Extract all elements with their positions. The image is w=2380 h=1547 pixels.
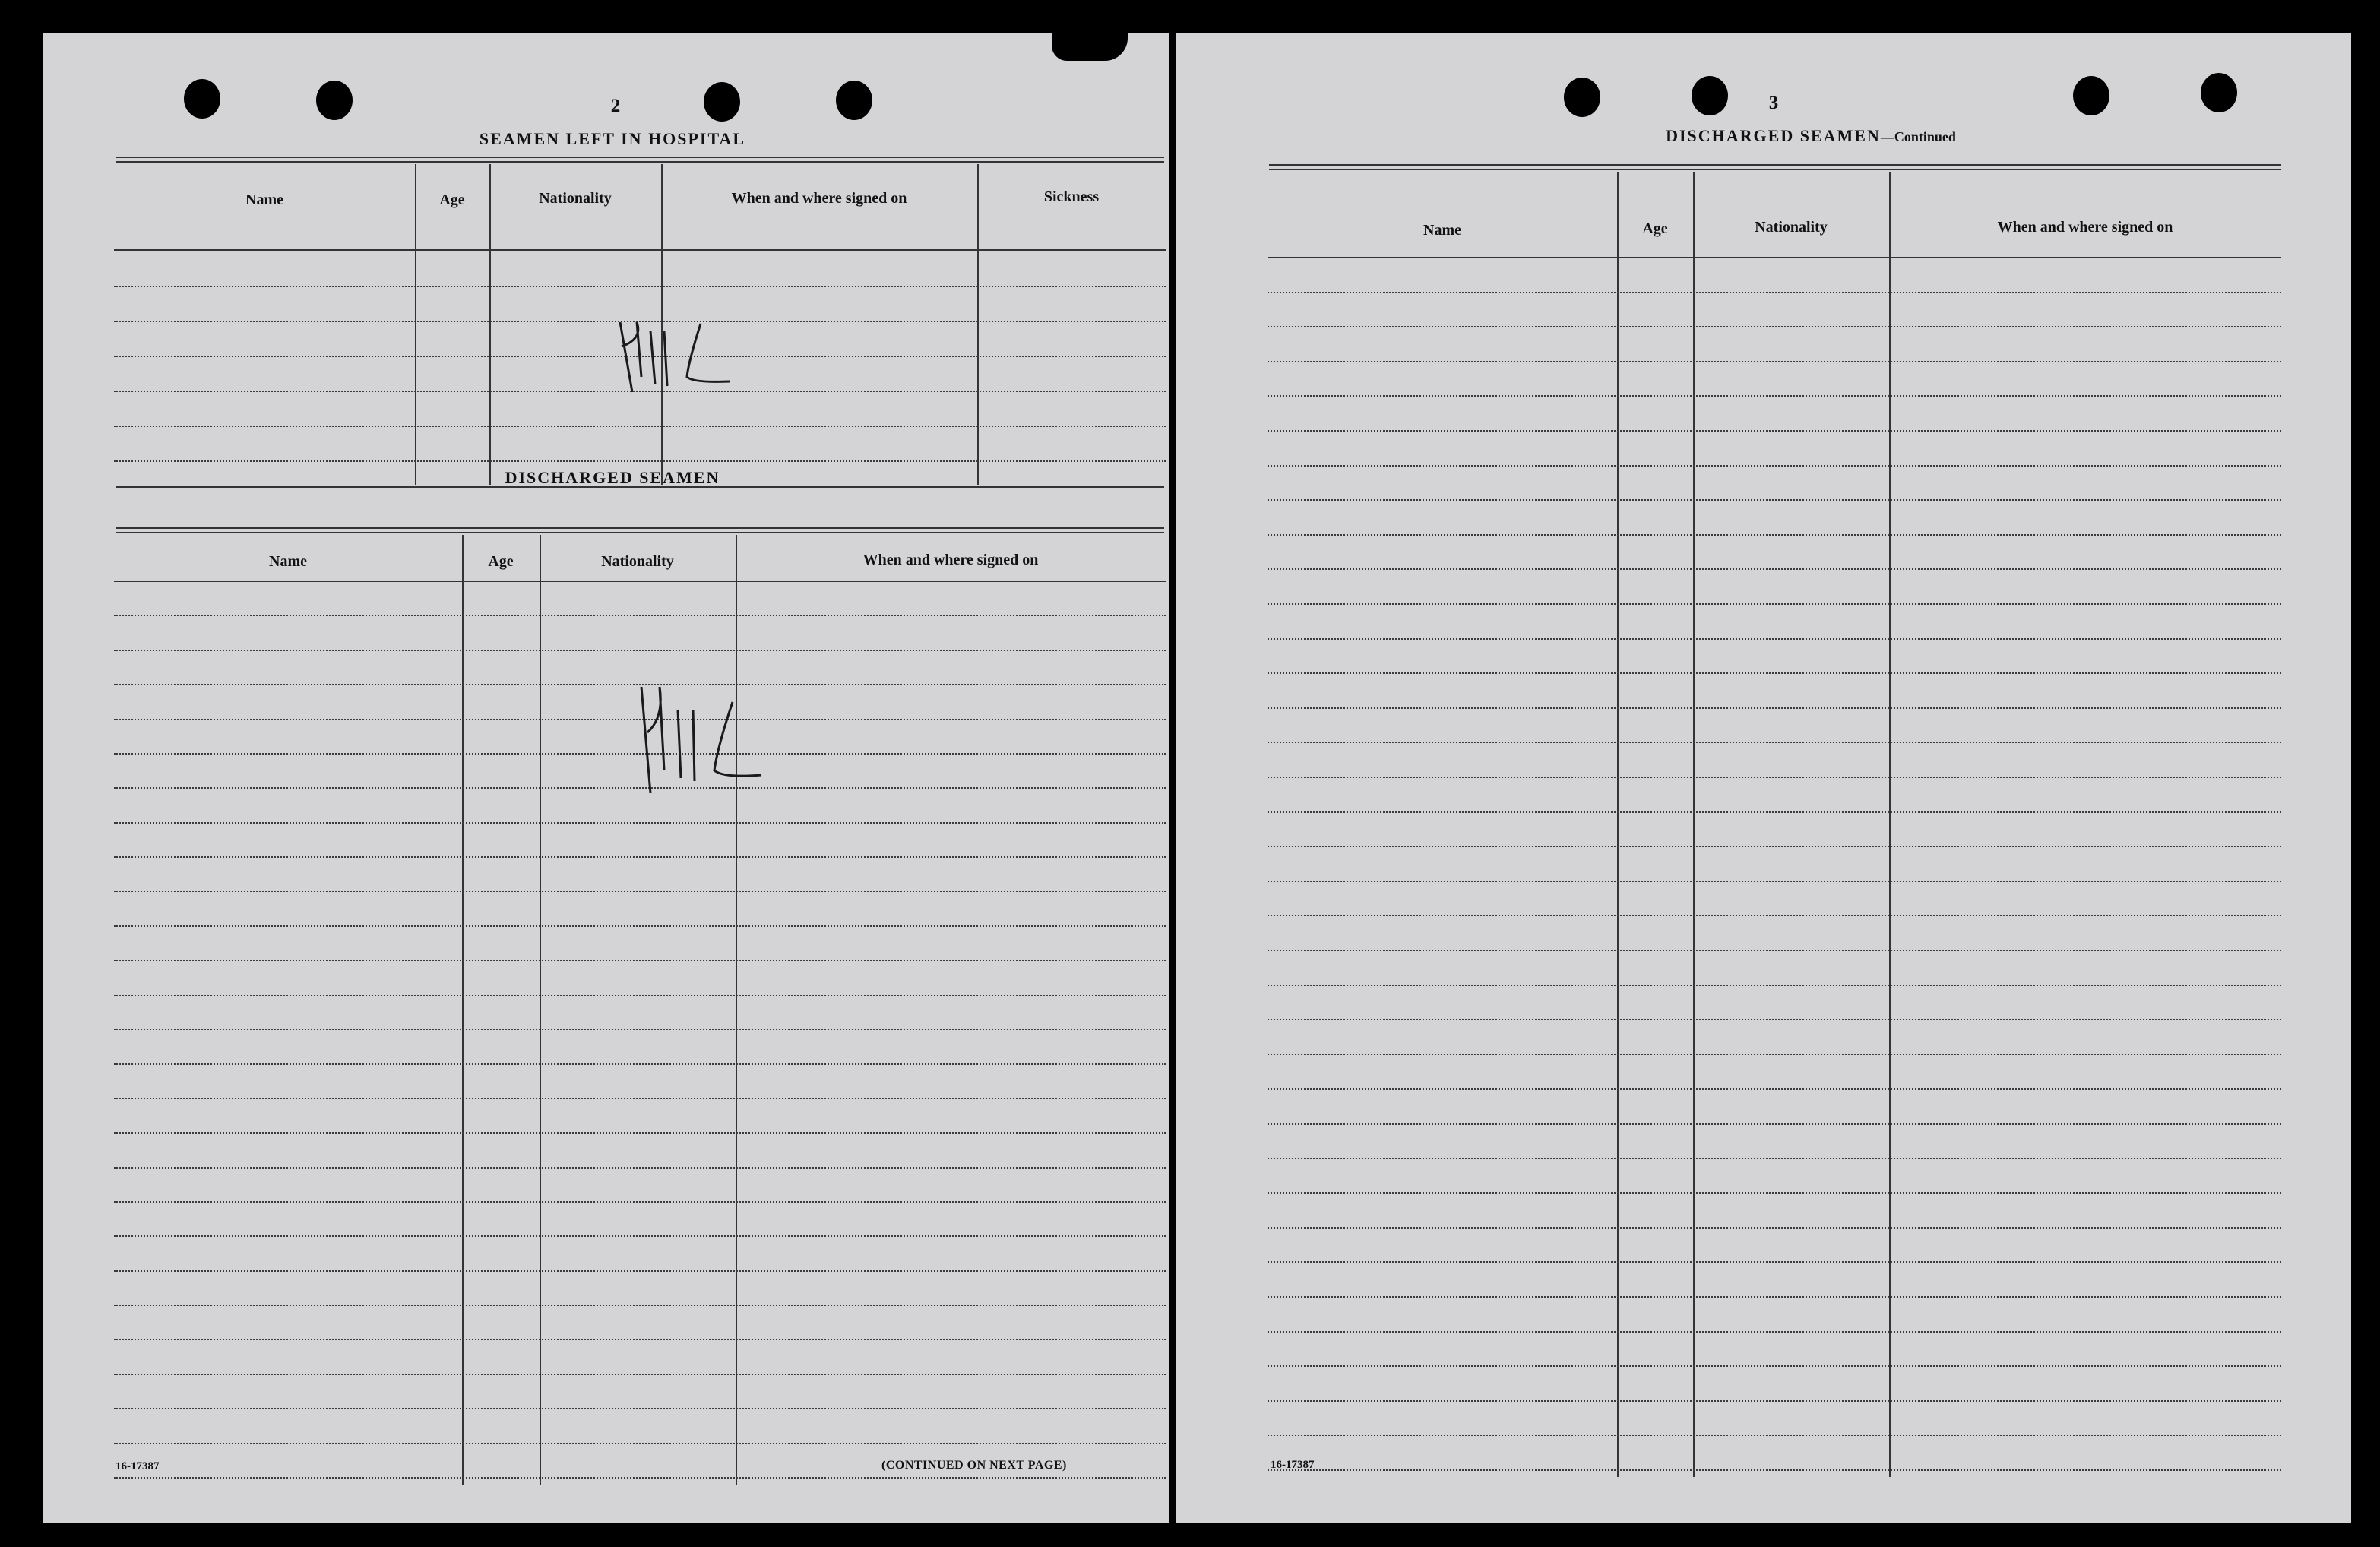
column-header-sickness: Sickness — [1043, 188, 1100, 205]
table-row-line — [1268, 1227, 2281, 1229]
punch-hole — [2073, 76, 2109, 115]
punch-hole — [316, 81, 353, 120]
table-row-line — [114, 615, 1166, 616]
header-rule — [116, 161, 1164, 163]
column-header-signed-on: When and where signed on — [1997, 219, 2173, 236]
table-row-line — [1268, 742, 2281, 743]
table-row-line — [1268, 985, 2281, 986]
table-row-line — [1268, 1435, 2281, 1436]
table-row-line — [1268, 638, 2281, 640]
table-row-line — [114, 960, 1166, 961]
table-row-line — [1268, 1192, 2281, 1194]
title-text: DISCHARGED SEAMEN — [1666, 126, 1881, 145]
table-row-line — [1268, 1123, 2281, 1125]
header-rule — [1269, 164, 2281, 166]
table-row-line — [1268, 395, 2281, 397]
header-rule — [1269, 169, 2281, 170]
table-row-line — [1268, 1365, 2281, 1367]
table-row-line — [1268, 257, 2281, 258]
table-row-line — [1268, 465, 2281, 467]
punch-hole — [704, 82, 740, 122]
punch-hole — [1692, 76, 1728, 115]
table-row-line — [114, 1235, 1166, 1237]
page-number: 2 — [610, 96, 621, 116]
column-divider — [462, 535, 464, 1485]
table-row-line — [114, 426, 1166, 427]
table-row-line — [114, 1408, 1166, 1409]
handwritten-nil-mark — [574, 664, 787, 801]
table-row-line — [1268, 603, 2281, 605]
table-row-line — [114, 1167, 1166, 1169]
header-rule — [116, 532, 1164, 533]
table-row-line — [1268, 950, 2281, 951]
column-header-nationality: Nationality — [601, 553, 674, 570]
table-row-line — [114, 856, 1166, 858]
table-row-line — [1268, 326, 2281, 327]
table-row-line — [1268, 915, 2281, 916]
continued-note: (CONTINUED ON NEXT PAGE) — [881, 1459, 1067, 1472]
table-row-line — [114, 1339, 1166, 1340]
column-header-signed-on: When and where signed on — [731, 190, 907, 207]
table-row-line — [114, 1305, 1166, 1306]
section-title-discharged-continued — [1541, 126, 2081, 146]
table-row-line — [1268, 1088, 2281, 1090]
table-row-line — [1268, 846, 2281, 847]
column-header-age: Age — [1642, 220, 1668, 237]
table-row-line — [114, 1132, 1166, 1134]
table-row-line — [1268, 811, 2281, 813]
column-divider — [977, 164, 979, 485]
table-row-line — [114, 1270, 1166, 1272]
table-row-line — [114, 1443, 1166, 1444]
table-row-line — [114, 249, 1166, 251]
table-row-line — [1268, 361, 2281, 362]
section-title-hospital: SEAMEN LEFT IN HOSPITAL — [479, 129, 746, 148]
table-row-line — [114, 1477, 1166, 1479]
table-row-line — [1268, 534, 2281, 536]
table-row-line — [1268, 292, 2281, 293]
table-row-line — [1268, 568, 2281, 570]
table-row-line — [1268, 707, 2281, 709]
table-row-line — [1268, 430, 2281, 432]
table-row-line — [114, 1374, 1166, 1375]
table-row-line — [1268, 499, 2281, 501]
table-row-line — [114, 286, 1166, 287]
table-row-line — [114, 1063, 1166, 1065]
tear-mark — [1052, 30, 1128, 61]
column-divider — [1693, 172, 1695, 1477]
column-header-name: Name — [245, 191, 283, 208]
punch-hole — [2201, 73, 2237, 112]
table-row-line — [114, 1029, 1166, 1030]
column-header-nationality: Nationality — [539, 190, 612, 207]
table-row-line — [1268, 777, 2281, 778]
table-row-line — [114, 460, 1166, 462]
title-suffix: —Continued — [1880, 129, 1956, 144]
table-row-line — [1268, 1400, 2281, 1402]
discharged-continued-table — [1268, 172, 2281, 1477]
table-row-line — [114, 650, 1166, 651]
table-row-line — [114, 925, 1166, 927]
page-number: 3 — [1768, 93, 1779, 113]
column-header-age: Age — [439, 191, 465, 208]
column-divider — [1617, 172, 1619, 1477]
column-header-name: Name — [1423, 222, 1461, 239]
table-row-line — [114, 1201, 1166, 1203]
form-code: 16-17387 — [116, 1460, 160, 1473]
column-divider — [489, 164, 491, 485]
table-row-line — [114, 1098, 1166, 1099]
table-row-line — [1268, 1469, 2281, 1471]
table-row-line — [1268, 1261, 2281, 1263]
punch-hole — [1564, 78, 1600, 117]
table-row-line — [114, 891, 1166, 892]
form-code: 16-17387 — [1271, 1459, 1315, 1471]
table-row-line — [1268, 1019, 2281, 1020]
table-row-line — [114, 581, 1166, 582]
table-row-line — [1268, 1331, 2281, 1333]
section-title-discharged: DISCHARGED SEAMEN — [505, 468, 720, 487]
left-page — [43, 33, 1169, 1523]
column-header-name: Name — [269, 553, 307, 570]
table-row-line — [1268, 1296, 2281, 1298]
punch-hole — [836, 81, 872, 120]
table-row-line — [1268, 881, 2281, 882]
column-header-nationality: Nationality — [1755, 219, 1828, 236]
column-divider — [1889, 172, 1891, 1477]
table-row-line — [1268, 1054, 2281, 1055]
header-rule — [116, 157, 1164, 158]
column-header-signed-on: When and where signed on — [862, 552, 1039, 568]
table-row-line — [1268, 1158, 2281, 1159]
right-page — [1176, 33, 2351, 1523]
column-divider — [540, 535, 541, 1485]
table-row-line — [114, 995, 1166, 996]
column-header-age: Age — [488, 553, 514, 570]
table-row-line — [1268, 672, 2281, 674]
punch-hole — [184, 79, 220, 119]
table-row-line — [114, 822, 1166, 824]
column-divider — [415, 164, 416, 485]
handwritten-nil-mark — [559, 301, 772, 400]
header-rule — [116, 527, 1164, 529]
